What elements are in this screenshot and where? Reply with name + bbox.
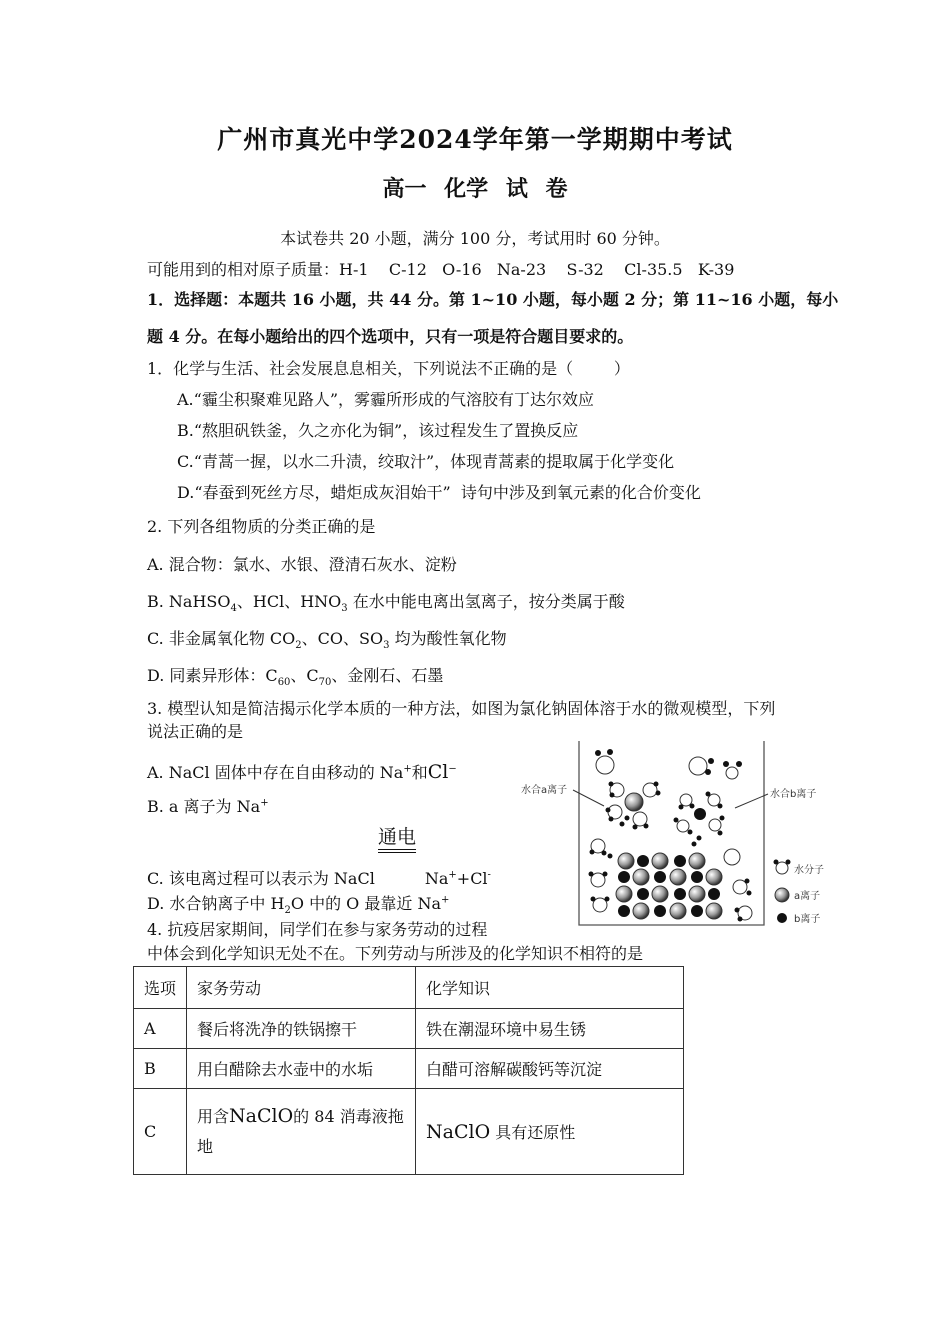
q1-option-c: C.“青蒿一握，以水二升渍，绞取汁”，体现青蒿素的提取属于化学变化 <box>177 452 675 471</box>
q1-option-a: A.“霾尘积聚难见路人”，雾霾所形成的气溶胶有丁达尔效应 <box>177 390 595 409</box>
label-hydrated-b: 水合b离子 <box>770 789 817 800</box>
row-a-knowledge: 铁在潮湿环境中易生锈 <box>416 1009 684 1049</box>
q4-table <box>133 966 684 1175</box>
q4-stem-line1: 4. 抗疫居家期间，同学们在参与家务劳动的过程 <box>147 920 488 939</box>
legend-b: b离子 <box>794 914 821 925</box>
row-c-knowledge: NaClO 具有还原性 <box>416 1089 684 1175</box>
exam-title: 广州市真光中学2024学年第一学期期中考试 <box>217 125 733 154</box>
q3-option-a: A. NaCl 固体中存在自由移动的 Na+和Cl− <box>147 761 457 783</box>
row-b-labor: 用白醋除去水壶中的水垢 <box>187 1049 416 1089</box>
q3-option-d: D. 水合钠离子中 $H_2O$ 中的 O 最靠近 Na+ <box>147 894 450 917</box>
row-b-knowledge: 白醋可溶解碳酸钙等沉淀 <box>416 1049 684 1089</box>
q3-option-b: B. a 离子为 Na+ <box>147 797 269 816</box>
q2-option-c: C. 非金属氧化物 $CO_2$、CO、$SO_3$ 均为酸性氧化物 <box>147 629 507 652</box>
legend-a: a离子 <box>794 891 821 902</box>
hydrated-water-molecules <box>595 749 742 779</box>
q4-stem-line2: 中体会到化学知识无处不在。下列劳动与所涉及的化学知识不相符的是 <box>147 944 644 963</box>
atomic-mass-line: 可能用到的相对原子质量：H-1 C-12 O-16 Na-23 S-32 Cl-35.5 K-39 <box>147 260 735 279</box>
table-row <box>134 1089 684 1175</box>
header-option: 选项 <box>134 967 187 1009</box>
exam-info: 本试卷共 20 小题，满分 100 分，考试用时 60 分钟。 <box>280 229 670 248</box>
electrolysis-label: 通电 <box>378 826 417 848</box>
header-knowledge: 化学知识 <box>416 967 684 1009</box>
q2-option-a: A. 混合物：氯水、水银、澄清石灰水、淀粉 <box>147 555 457 574</box>
exam-subtitle: 高一 化学 试 卷 <box>382 176 568 202</box>
hydrated-a-ion <box>606 782 661 830</box>
q1-option-d: D.“春蚕到死丝方尽，蜡炬成灰泪始干” 诗句中涉及到氧元素的化合价变化 <box>177 483 701 502</box>
row-a-option: A <box>134 1009 187 1049</box>
nacl-crystal <box>616 853 722 919</box>
q1-stem: 1．化学与生活、社会发展息息相关，下列说法不正确的是（ ） <box>147 359 630 378</box>
row-b-option: B <box>134 1049 187 1089</box>
header-labor: 家务劳动 <box>187 967 416 1009</box>
q3-stem-line1: 3. 模型认知是简洁揭示化学本质的一种方法，如图为氯化钠固体溶于水的微观模型，下列 <box>147 699 776 718</box>
q1-option-b: B.“熬胆矾铁釜，久之亦化为铜”，该过程发生了置换反应 <box>177 421 579 440</box>
hydrated-b-ion <box>674 792 725 847</box>
q2-option-b: B. NaHSO$_4$、HCl、$HNO_3$ 在水中能电离出氢离子，按分类属于酸 <box>147 592 625 615</box>
q2-stem: 2. 下列各组物质的分类正确的是 <box>147 517 376 536</box>
legend-water: 水分子 <box>794 865 824 876</box>
section1-line1: 1．选择题：本题共 16 小题，共 44 分。第 1~10 小题，每小题 2 分；第 11~16 小题，每小 <box>147 290 839 309</box>
q3-option-c: C. 该电离过程可以表示为 NaCl Na++Cl- <box>147 869 491 888</box>
table-row <box>134 1049 684 1089</box>
label-hydrated-a: 水合a离子 <box>521 785 568 796</box>
row-c-labor: 用含NaClO的 84 消毒液拖 地 <box>187 1089 416 1175</box>
section1-line2: 题 4 分。在每小题给出的四个选项中，只有一项是符合题目要求的。 <box>147 327 634 346</box>
diagram-legend <box>774 860 825 926</box>
table-row <box>134 1009 684 1049</box>
row-c-option: C <box>134 1089 187 1175</box>
table-header-row <box>134 967 684 1009</box>
nacl-dissolution-diagram <box>505 740 845 926</box>
row-a-labor: 餐后将洗净的铁锅擦干 <box>187 1009 416 1049</box>
q3-stem-line2: 说法正确的是 <box>147 722 244 741</box>
q2-option-d: D. 同素异形体：$C_{60}$、$C_{70}$、金刚石、石墨 <box>147 666 444 689</box>
